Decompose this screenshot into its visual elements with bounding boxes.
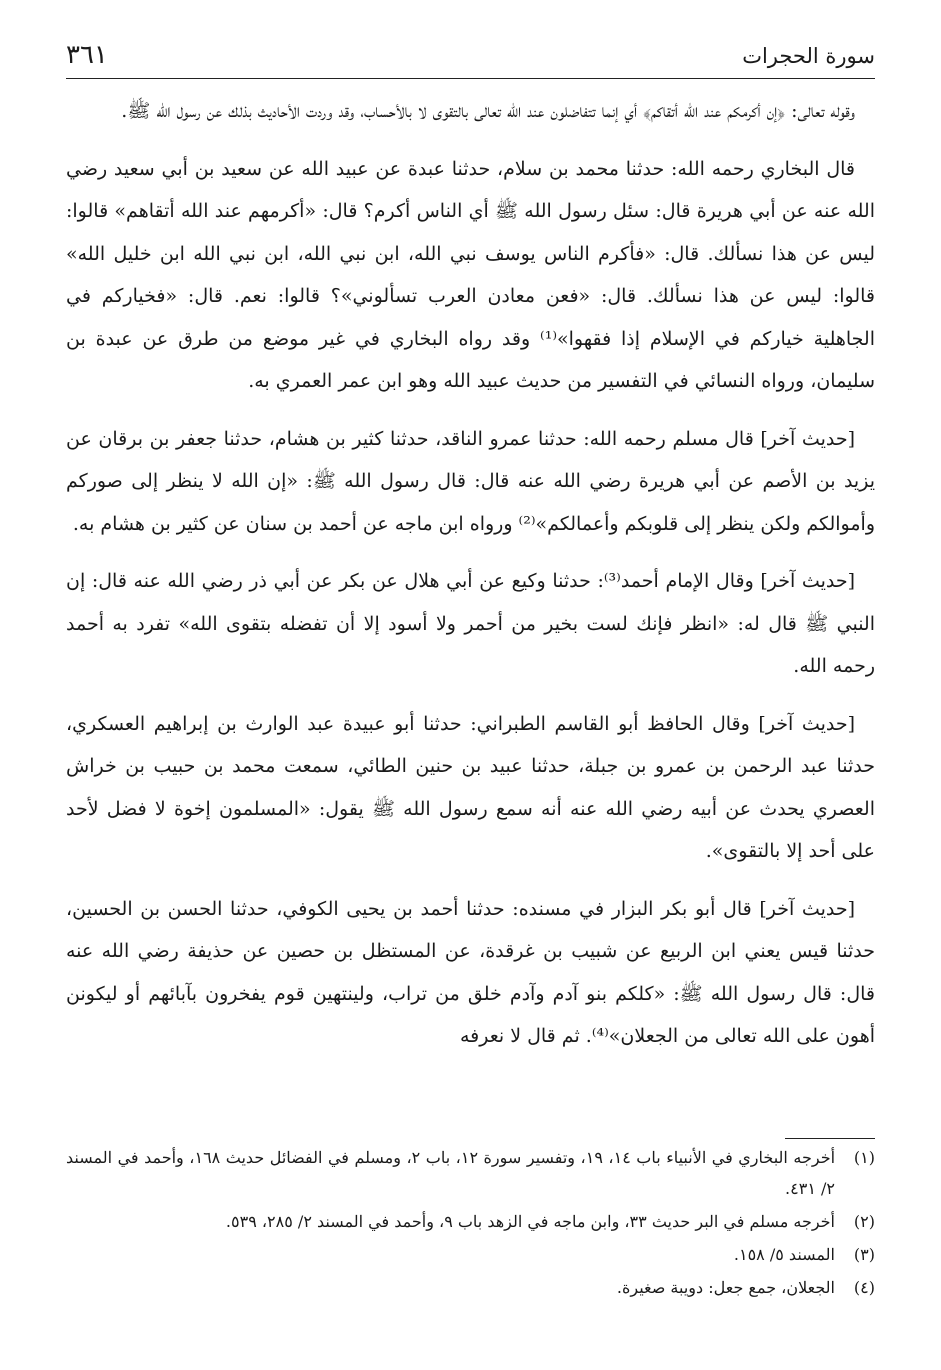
footnote-number: (٣) [853, 1245, 875, 1264]
footnote-text: المسند ٥/ ١٥٨. [733, 1245, 835, 1264]
footnote [66, 1239, 875, 1270]
footnote-number: (١) [853, 1148, 875, 1167]
footnote [66, 1206, 875, 1237]
paragraph: [حديث آخر] قال مسلم رحمه الله: حدثنا عمرو الناقد، حدثنا كثير بن هشام، حدثنا جعفر بن برقان عن يزيد بن الأصم عن أبي هريرة رضي الله عنه قال: قال رسول الله ﷺ: «إن الله لا ينظر إلى صوركم وأموالكم ولكن ينظر إلى قلوبكم وأعمالكم»⁽²⁾ ورواه ابن ماجه عن أحمد بن سنان عن كثير بن هشام به. [66, 427, 875, 535]
footnote-text: أخرجه البخاري في الأنبياء باب ١٤، ١٩، وتفسير سورة ١٢، باب ٢، ومسلم في الفضائل حديث ١٦٨، وأحمد في المسند ٢/ ٤٣١. [66, 1148, 836, 1198]
footnote-number: (٤) [853, 1278, 875, 1297]
paragraph: [حديث آخر] قال أبو بكر البزار في مسنده: حدثنا أحمد بن يحيى الكوفي، حدثنا الحسن بن الحسين، حدثنا قيس يعني ابن الربيع عن شبيب بن غرقدة، عن المستظل بن حصين عن حذيفة رضي الله عنه قال: قال رسول الله ﷺ: «كلكم بنو آدم وآدم خلق من تراب، ولينتهين قوم يفخرون بآبائهم أو ليكونن أهون على الله تعالى من الجعلان»⁽⁴⁾. ثم قال لا نعرفه [66, 897, 875, 1047]
paragraph: قال البخاري رحمه الله: حدثنا محمد بن سلام، حدثنا عبدة عن عبيد الله عن سعيد بن أبي سعيد رضي الله عنه عن أبي هريرة قال: سئل رسول الله ﷺ أي الناس أكرم؟ قال: «أكرمهم عند الله أتقاهم» قالوا: ليس عن هذا نسألك. قال: «فأكرم الناس يوسف نبي الله، ابن نبي الله، ابن نبي الله ابن خليل الله» قالوا: ليس عن هذا نسألك. قال: «فعن معادن العرب تسألوني»؟ قالوا: نعم. قال: «فخياركم في الجاهلية خياركم في الإسلام إذا فقهوا»⁽¹⁾ وقد رواه البخاري في غير موضع من طرق عن عبدة بن سليمان، ورواه النسائي في التفسير من حديث عبيد الله وهو ابن عمر العمري به. [66, 157, 876, 392]
footnote [66, 1272, 875, 1303]
page-number: ٣٦١ [66, 40, 108, 70]
footnote-divider [785, 1138, 875, 1139]
footnote [66, 1142, 875, 1204]
paragraph: [حديث آخر] وقال الحافظ أبو القاسم الطبراني: حدثنا أبو عبيدة عبد الوارث بن إبراهيم العسكري، حدثنا عبد الرحمن بن عمرو بن جبلة، حدثنا عبيد بن حنين الطائي، سمعت محمد بن حبيب بن خراش العصري يحدث عن أبيه رضي الله عنه أنه سمع رسول الله ﷺ يقول: «المسلمون إخوة لا فضل لأحد على أحد إلا بالتقوى». [66, 712, 875, 862]
main-text [66, 90, 875, 1058]
footnote-text: الجعلان، جمع جعل: دويبة صغيرة. [616, 1278, 835, 1297]
page-header [66, 40, 875, 74]
footnotes [66, 1142, 875, 1303]
running-title: سورة الحجرات [742, 44, 875, 68]
header-divider [66, 78, 875, 79]
footnote-number: (٢) [853, 1212, 875, 1231]
paragraph: [حديث آخر] وقال الإمام أحمد⁽³⁾: حدثنا وكيع عن أبي هلال عن بكر عن أبي ذر رضي الله عنه قال: إن النبي ﷺ قال له: «انظر فإنك لست بخير من أحمر ولا أسود إلا أن تفضله بتقوى الله» تفرد به أحمد رحمه الله. [66, 570, 875, 677]
paragraph: وقوله تعالى: ﴿إن أكرمكم عند الله أتقاكم﴾ أي إنما تتفاضلون عند الله تعالى بالتقوى لا بالأحساب، وقد وردت الأحاديث بذلك عن رسول الله ﷺ. [121, 100, 855, 122]
footnote-text: أخرجه مسلم في البر حديث ٣٣، وابن ماجه في الزهد باب ٩، وأحمد في المسند ٢/ ٢٨٥، ٥٣٩. [225, 1212, 835, 1231]
